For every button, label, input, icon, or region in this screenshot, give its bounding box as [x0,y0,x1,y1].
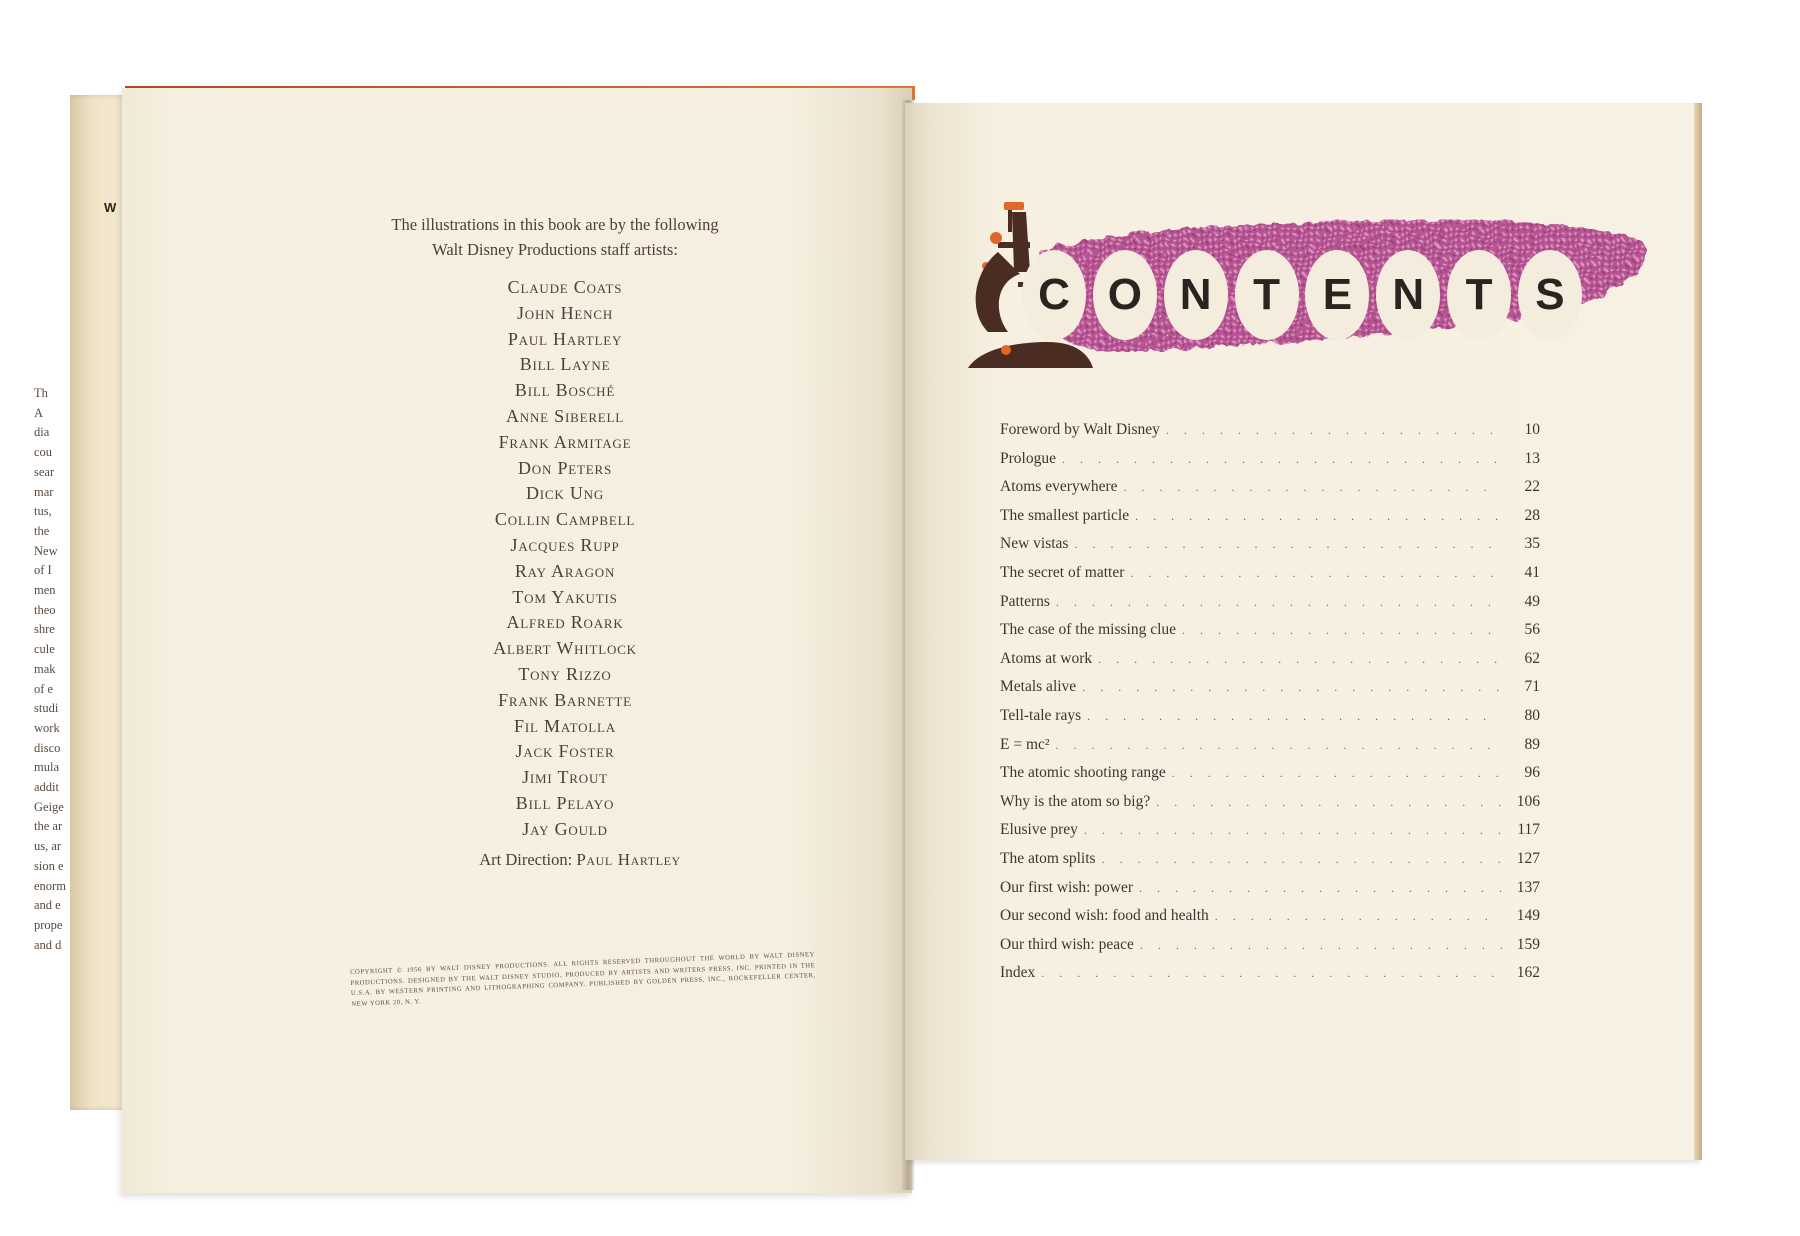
toc-leader-dots [1182,623,1502,638]
toc-page-number: 62 [1524,649,1540,667]
toc-page-number: 127 [1516,849,1540,867]
jacket-text-line: of I [34,563,52,578]
toc-entry [1000,450,1540,479]
toc-leader-dots [1102,852,1502,867]
table-of-contents [1000,421,1540,993]
toc-leader-dots [1074,537,1502,552]
artist-name: Jack Foster [515,741,615,762]
artist-name: Anne Siberell [505,405,625,426]
contents-letter: T [1447,250,1511,340]
toc-title: Patterns [1000,592,1050,610]
toc-leader-dots [1140,938,1502,953]
toc-page-number: 89 [1524,735,1540,753]
toc-entry [1000,707,1540,736]
art-direction-credit [430,850,730,870]
toc-entry [1000,793,1540,822]
toc-title: Prologue [1000,449,1056,467]
contents-heading [1022,250,1582,340]
toc-leader-dots [1135,509,1502,524]
toc-leader-dots [1130,566,1502,581]
toc-leader-dots [1082,680,1502,695]
toc-entry [1000,964,1540,993]
toc-leader-dots [1062,452,1502,467]
toc-entry [1000,593,1540,622]
toc-page-number: 35 [1524,535,1540,553]
toc-leader-dots [1056,738,1502,753]
toc-leader-dots [1139,881,1502,896]
toc-leader-dots [1087,709,1502,724]
toc-title: Tell-tale rays [1000,706,1082,724]
jacket-text-line: Geige [34,799,64,814]
toc-page-number: 80 [1524,706,1540,724]
contents-letter: O [1093,250,1157,340]
jacket-text-line: and e [34,898,61,913]
jacket-letter: W [104,200,117,215]
jacket-text-line: cule [34,642,55,657]
jacket-text-line: shre [34,622,55,637]
contents-letter: N [1376,250,1440,340]
artist-name: Paul Hartley [507,328,623,349]
artist-name: Frank Armitage [498,431,632,452]
toc-leader-dots [1056,595,1502,610]
toc-title: The atom splits [1000,849,1096,867]
artist-name: Don Peters [517,457,612,478]
toc-page-number: 10 [1524,421,1540,438]
toc-entry [1000,764,1540,793]
artist-name: Jacques Rupp [510,534,620,555]
toc-page-number: 71 [1524,678,1540,696]
toc-entry [1000,821,1540,850]
toc-page-number: 41 [1524,563,1540,581]
toc-page-number: 56 [1524,621,1540,639]
jacket-text-fragments [34,384,84,955]
artist-name: Alfred Roark [506,612,624,633]
jacket-text-line: sear [34,464,55,479]
jacket-text-line: addit [34,780,59,795]
jacket-text-line: cou [34,445,53,460]
toc-page-number: 22 [1524,478,1540,496]
toc-entry [1000,850,1540,879]
copyright-notice: COPYRIGHT © 1956 BY WALT DISNEY PRODUCTIONS. ALL RIGHTS RESERVED THROUGHOUT THE WORLD BY WALT DISNEY PRODUCTIONS. DESIGNED BY THE WALT DISNEY STUDIO, PRODUCED BY ARTISTS AND WRITERS PRESS, INC. PRINTED IN THE U.S.A. BY WESTERN PRINTING AND LITHOGRAPHING COMPANY. PUBLISHED BY GOLDEN PRESS, INC., ROCKEFELLER CENTER, NEW YORK 20, N. Y. [350,951,816,1008]
toc-title: Atoms at work [1000,649,1093,667]
toc-entry [1000,879,1540,908]
toc-leader-dots [1172,766,1502,781]
toc-title: Why is the atom so big? [1000,792,1151,810]
toc-entry [1000,678,1540,707]
artist-name: Dick Ung [525,483,605,504]
toc-page-number: 28 [1524,506,1540,524]
art-direction-name: Paul Hartley [576,850,681,869]
toc-entry [1000,936,1540,965]
intro-line-1: The illustrations in this book are by the following [391,215,719,234]
toc-page-number: 162 [1516,964,1540,982]
toc-title: New vistas [1000,535,1069,553]
toc-title: Our first wish: power [1000,878,1134,896]
jacket-text-line: and d [34,937,62,952]
toc-page-number: 13 [1524,449,1540,467]
toc-leader-dots [1215,909,1502,924]
jacket-text-line: New [34,543,58,558]
jacket-text-line: men [34,583,56,598]
artist-name: Albert Whitlock [493,638,637,659]
toc-title: E = mc² [1000,735,1050,753]
jacket-text-line: the [34,523,50,538]
artist-name: Collin Campbell [494,509,636,530]
contents-letter: E [1305,250,1369,340]
toc-page-number: 117 [1517,821,1540,839]
artist-name: Jay Gould [522,818,608,839]
artist-name: Jimi Trout [522,767,608,788]
artist-name: Bill Pelayo [515,792,615,813]
artist-name: Bill Bosché [514,380,616,401]
toc-page-number: 49 [1524,592,1540,610]
artist-name: Tony Rizzo [518,663,612,684]
toc-title: Index [1000,964,1036,982]
jacket-text-line: studi [34,701,59,716]
page-edge [1694,103,1702,1160]
jacket-text-line: dia [34,425,50,440]
jacket-text-line: the ar [34,819,63,834]
toc-entry [1000,535,1540,564]
toc-entry [1000,650,1540,679]
contents-letter: N [1164,250,1228,340]
artist-name: Claude Coats [507,277,623,297]
jacket-text-line: disco [34,740,61,755]
toc-title: Our third wish: peace [1000,935,1134,953]
jacket-text-line: of e [34,681,54,696]
toc-title: The secret of matter [1000,563,1125,581]
jacket-text-line: work [34,720,60,735]
artist-name: Tom Yakutis [512,586,618,607]
toc-title: Atoms everywhere [1000,478,1118,496]
contents-letter: T [1235,250,1299,340]
toc-entry [1000,621,1540,650]
artist-name: Ray Aragon [514,560,616,581]
jacket-text-line: enorm [34,878,66,893]
toc-leader-dots [1041,966,1502,981]
toc-page-number: 149 [1516,907,1540,925]
jacket-text-line: mak [34,661,56,676]
jacket-text-line: tus, [34,504,52,519]
toc-page-number: 137 [1516,878,1540,896]
jacket-text-line: sion e [34,858,64,873]
toc-entry [1000,478,1540,507]
illustrators-intro [360,212,750,262]
toc-title: The smallest particle [1000,506,1130,524]
contents-letter: S [1518,250,1582,340]
artist-name: John Hench [516,302,614,323]
jacket-text-line: theo [34,602,56,617]
toc-entry [1000,507,1540,536]
toc-title: Foreword by Walt Disney [1000,421,1160,438]
jacket-text-line: us, ar [34,839,62,854]
toc-title: Our second wish: food and health [1000,907,1209,925]
jacket-text-line: Th [34,386,48,400]
toc-page-number: 96 [1524,764,1540,782]
toc-entry [1000,907,1540,936]
toc-leader-dots [1124,480,1503,495]
toc-leader-dots [1156,795,1502,810]
toc-leader-dots [1166,423,1502,438]
toc-title: The atomic shooting range [1000,764,1166,782]
jacket-text-line: mar [34,484,54,499]
artist-name: Bill Layne [519,354,611,375]
intro-line-2: Walt Disney Productions staff artists: [432,240,678,259]
toc-page-number: 106 [1516,792,1540,810]
toc-entry [1000,736,1540,765]
toc-entry [1000,421,1540,450]
jacket-text-line: prope [34,917,63,932]
toc-title: Elusive prey [1000,821,1078,839]
toc-leader-dots [1098,652,1502,667]
jacket-text-line: A [34,405,44,420]
artist-name: Frank Barnette [498,689,632,710]
art-direction-label: Art Direction: [479,850,573,869]
toc-leader-dots [1084,823,1502,838]
toc-title: The case of the missing clue [1000,621,1177,639]
toc-entry [1000,564,1540,593]
toc-title: Metals alive [1000,678,1077,696]
jacket-text-line: mula [34,760,59,775]
contents-letter: C [1022,250,1086,340]
artist-name: Fil Matolla [514,715,616,736]
artist-list [410,275,720,843]
toc-page-number: 159 [1516,935,1540,953]
